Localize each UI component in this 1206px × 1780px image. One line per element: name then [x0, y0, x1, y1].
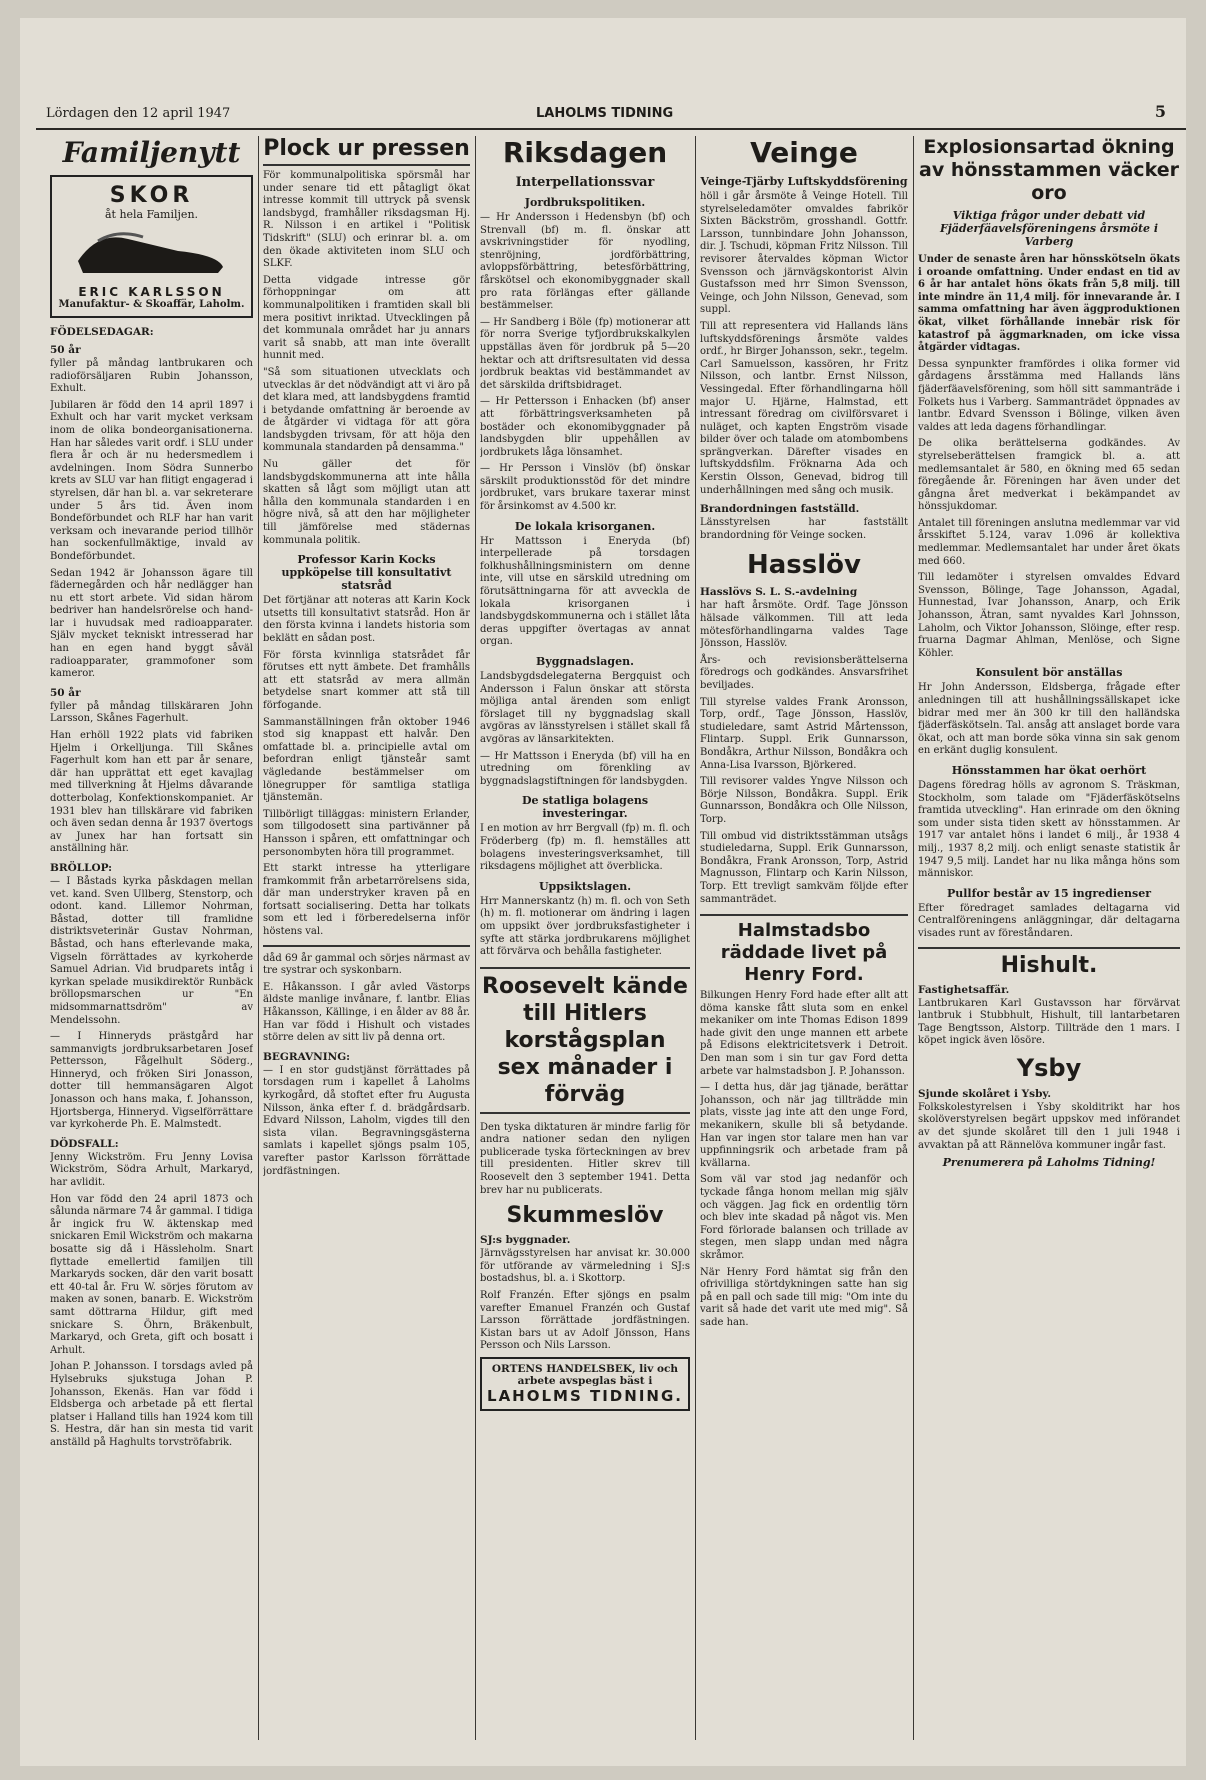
article-paragraph: — Hr Pettersson i Enhacken (bf) anser att förbättringsverksamheten på bostäder och ekonomibyggnader på landsbygden blir uppehållen av jordbrukets låga lönsamhet.: [480, 396, 690, 458]
article-paragraph: dåd 69 år gammal och sörjes närmast av tre systrar och syskonbarn.: [263, 952, 470, 977]
article-subheading: Sjunde skolåret i Ysby.: [918, 1087, 1051, 1100]
article-paragraph: — I detta hus, där jag tjänade, berättar Johansson, och när jag tillträdde min plats, visste jag inte att den unge Ford, mekanikern, skulle bli så betydande. Han var ingen stor talare men han var uppfinningsrik och arbetade fram på kvällarna.: [700, 1082, 908, 1169]
article-subheading: Uppsiktslagen.: [538, 879, 632, 893]
column-plock-ur-pressen: [263, 136, 470, 1760]
column-veinge: [700, 136, 908, 1760]
article-subheading: Byggnadslagen.: [536, 655, 634, 668]
article-paragraph: Till ombud vid distriktsstämman utsågs studieledarna, Suppl. Erik Gunnarsson, Bondåkra, Frank Aronsson, Torp, Astrid Magnusson, Flintarp och Karin Nilsson, Torp. Ett trevligt samkväm följde efter sammanträdet.: [700, 830, 908, 905]
article-paragraph: har haft årsmöte. Ordf. Tage Jönsson hälsade välkommen. Till att leda mötesförhandlingarna valdes Tage Jönsson, Hasslöv.: [700, 600, 908, 650]
section-title: Ysby: [1016, 1053, 1082, 1082]
masthead: [36, 98, 1186, 130]
article-paragraph: — Hr Sandberg i Böle (fp) motionerar att för norra Sverige tyfjordbrukskalkylen uppställas även för jordbruk på 5—20 hektar och att driftsresultaten vid dessa jordbruk beaktas vid bestämmandet av det särskilda driftsbidraget.: [480, 316, 690, 391]
divider: [263, 945, 470, 947]
article-paragraph: Jubilaren är född den 14 april 1897 i Exhult och har varit mycket verksam inom de olika bondeorganisationerna. Han har således varit ordf. i SLU under flera år och är nu hedersmedlem i avdelningen. Inom Södra Sunnerbo krets av SLU var han flitigt engagerad i styrelsen, där han bl. a. var sekreterare under 5 års tid. Även inom Bondeförbundet och RLF har han varit verksam och inevarande period tillhör han sockenfullmäktige, invald av Bondeförbundet.: [50, 399, 253, 562]
article-paragraph: Jenny Wickström. Fru Jenny Lovisa Wickström, Södra Arhult, Markaryd, har avlidit.: [50, 1151, 253, 1189]
article-subheading: Konsulent bör anställas: [975, 666, 1123, 680]
page-number: 5: [1154, 102, 1166, 121]
article-paragraph: Dagens föredrag hölls av agronom S. Träskman, Stockholm, som talade om "Fjäderfäskötselns framtida utveckling". Han erinrade om den ökning som under sista tiden skett av hönsstammen. Ar 1917 var antalet höns i landet 6 milj., år 1938 4 milj., 1937 8,2 milj. och enligt senaste statistik år 1947 9,5 milj. Landet har nu lika många höns som människor.: [918, 779, 1180, 880]
article-paragraph: — Hr Mattsson i Eneryda (bf) vill ha en utredning om förenkling av byggnadslagstiftningen för landsbygden.: [480, 750, 690, 787]
column-familjenytt: [50, 136, 253, 1760]
article-subheading: Jordbrukspolitiken.: [524, 196, 646, 209]
section-title: Familjenytt: [62, 136, 241, 169]
weddings-heading: BRÖLLOP:: [50, 861, 113, 874]
article-paragraph: höll i går årsmöte å Veinge Hotell. Till styrelseledamöter omvaldes fabrikör Sixten Bäckström, grosshandl. Gottfr. Larsson, tunnbindare John Johansson, dir. J. Tschudi, köpman Fritz Nilsson. Till revisorer återvaldes köpman Wictor Svensson och järnvägskontorist Alvin Gustafsson med hrr Simon Svensson, Veinge, och John Nilsson, Genevad, som suppl.: [700, 191, 908, 316]
birthdays-heading: FÖDELSEDAGAR:: [50, 326, 154, 338]
article-paragraph: Folkskolestyrelsen i Ysby skolditrikt har hos skolöverstyrelsen begärt uppskov med införandet av det sjunde skolåret till den 1 juli 1948 i avvaktan på att Rännelöva kommuner ingår fast.: [918, 1101, 1180, 1151]
article-subheading: Hasslövs S. L. S.-avdelning: [700, 586, 858, 599]
ad-text: ORTENS HANDELSBEK, liv och arbete avspeglas bäst i: [491, 1363, 679, 1387]
article-subheading: Pullfor består av 15 ingredienser: [946, 886, 1152, 900]
article-subheading: De lokala krisorganen.: [514, 519, 656, 533]
subscription-promo: Prenumerera på Laholms Tidning!: [942, 1156, 1156, 1170]
article-paragraph: E. Håkansson. I går avled Västorps äldste manlige invånare, f. lantbr. Elias Håkansson, Källinge, i en ålder av 88 år. Han var född i Hishult och vistades större delen av sitt liv på denna ort.: [263, 981, 470, 1044]
ad-paper-name: LAHOLMS TIDNING.: [487, 1387, 683, 1405]
article-paragraph: — I en stor gudstjänst förrättades på torsdagen rum i kapellet å Laholms kyrkogård, då stoftet efter fru Augusta Nilsson, änka efter f. d. brädgårdsarb. Edvard Nilsson, Laholm, vigdes till den sista vilan. Begravningsgästerna samlats i kapellet sjöngs psalm 105, varefter pastor Karlsson förrättade jordfästningen.: [263, 1064, 470, 1177]
age-label: 50 år: [50, 686, 81, 699]
article-paragraph: Till ledamöter i styrelsen omvaldes Edvard Svensson, Bölinge, Tage Johansson, Agadal, Hunnestad, Ivar Johansson, Anarp, och Erik Johansson, Ätran, samt nyvaldes Karl Johnsson, Laholm, och Viktor Johansson, Slöinge, efter resp. fruarna Dagmar Ahlman, Menlöse, och Signe Köhler.: [918, 572, 1180, 659]
article-headline: Roosevelt kände till Hitlers korstågsplan sex månader i förväg: [480, 967, 690, 1114]
article-paragraph: Hr Mattsson i Eneryda (bf) interpellerade på torsdagen folkhushållningsministern om denne inte, vill utse en särskild utredning om förutsättningarna för att avveckla de lokala krisorganen i landsbygdskommunerna och i stället låta deras uppgifter övertagas av annat organ.: [480, 535, 690, 648]
article-paragraph: Johan P. Johansson. I torsdags avled på Hylsebruks sjukstuga Johan P. Johansson, Ekenäs. Han var född i Eldsberga och arbetade på ett flertal platser i Halland tills han 1924 kom till S. Hestra, där han sin mesta tid varit anställd på Haghults torvströfabrik.: [50, 1361, 253, 1448]
article-paragraph: Till styrelse valdes Frank Aronsson, Torp, ordf., Tage Jönsson, Hasslöv, studieledare, samt Astrid Mårtensson, Flintarp. Suppl. Erik Gunnarsson, Bondåkra, Arthur Nilsson, Bondåkra och Anna-Lisa Ivarsson, Björkered.: [700, 696, 908, 771]
article-paragraph: — I Båstads kyrka påskdagen mellan vet. kand. Sven Ullberg, Stenstorp, och odont. kand. Lillemor Nohrman, Båstad, dotter till framlidne distriktsveterinär Gustav Nohrman, Båstad, och hans efterlevande maka, Vigseln förrättades av kyrkoherde Samuel Adrian. Vid brudparets intåg i kyrkan spelade musikdirektör Runbäck bröllopsmarschen ur "En midsommarnattsdröm" av Mendelssohn.: [50, 875, 253, 1026]
article-paragraph: — I Hinneryds prästgård har sammanvigts jordbruksarbetaren Josef Pettersson, Fågelhult Söderg., Hinneryd, och fröken Siri Jonasson, dotter till hemmansägaren Algot Jonasson och hans maka, f. Johansson, Hjortsberga, Hinneryd. Vigselförrättare var kyrkoherde Ph. E. Malmstedt.: [50, 1031, 253, 1131]
article-subheading: Veinge-Tjärby Luftskyddsförening: [700, 175, 908, 188]
article-paragraph: Som väl var stod jag nedanför och tyckade fånga honom mellan mig själv och väggen. Jag fick en ordentlig törn och blev inte skadad på något vis. Men Ford förlorade balansen och trillade av stegen, men slapp undan med några skråmor.: [700, 1174, 908, 1261]
article-headline: Explosionsartad ökning av hönsstammen väcker oro: [919, 136, 1179, 204]
age-label: 50 år: [50, 344, 81, 356]
article-subheading: De statliga bolagens investeringar.: [521, 794, 649, 821]
section-title: Hishult.: [918, 947, 1180, 978]
article-paragraph: Till revisorer valdes Yngve Nilsson och Börje Nilsson, Bondåkra. Suppl. Erik Gunnarsson, Bondåkra och Olle Nilsson, Torp.: [700, 776, 908, 825]
article-paragraph: Sedan 1942 är Johansson ägare till fädernegården och hår nedlägger han nu ett stort arbete. Vid sidan härom bedriver han handelsrörelse och handlar i huvudsak med radioapparater. Själv mycket tekniskt intresserad har han en egen hand byggt såväl radioapparater, grammofoner som kameror.: [50, 567, 253, 680]
article-paragraph: Hon var född den 24 april 1873 och sålunda närmare 74 år gammal. I tidiga år ingick fru W. äktenskap med snickaren Emil Wickström och makarna bosatte sig då i Hässleholm. Snart flyttade emellertid familjen till Markaryds socken, där den varit bosatt ett 40-tal år. Fru W. sörjes förutom av maken av sonen, banarb. E. Wickström samt döttrarna Hildur, gift med snickare S. Öhrn, Bräkenbult, Markaryd, och Greta, gift och bosatt i Arhult.: [50, 1193, 253, 1356]
article-paragraph: — Hr Andersson i Hedensbyn (bf) och Strenvall (bf) m. fl. önskar att avskrivningstider för nyodling, stenröjning, jordförbättring, avloppsförbättring, betesförbättring, fårskötsel och ekonomibyggnader skall pro rata förlängas efter gällande bestämmelser.: [480, 212, 690, 312]
column-rule: [695, 136, 696, 1740]
article-paragraph: Länsstyrelsen har fastställt brandordning för Veinge socken.: [700, 517, 908, 541]
article-paragraph: Den tyska diktaturen är mindre farlig för andra nationer sedan den nyligen publicerade tyska förteckningen av brev till presidenten. Hitler skrev till Roosevelt den 3 september 1941. Detta brev har nu publicerats.: [480, 1121, 690, 1196]
article-paragraph: Dessa synpunkter framfördes i olika former vid gårdagens årsstämma med Hallands läns fjäderfäavelsförening, som höll sitt sammanträde i Folkets hus i Varberg. Sammanträdet öppnades av lantbr. Edvard Svensson i Bölinge, vilken även valdes att leda dagens förhandlingar.: [918, 358, 1180, 433]
section-title: Veinge: [750, 136, 858, 169]
article-paragraph: Hrr Mannerskantz (h) m. fl. och von Seth (h) m. fl. motionerar om ändring i lagen om uppsikt över jordbruksfastigheter i syfte att stärka jordbrukarens möjlighet att förvärva och behålla fastigheter.: [480, 895, 690, 958]
article-paragraph: I en motion av hrr Bergvall (fp) m. fl. och Fröderberg (fp) m. fl. hemställes att bolagens investeringsverksamhet, till riksdagens möjlighet att överblicka.: [480, 823, 690, 873]
article-subheading: SJ:s byggnader.: [480, 1234, 571, 1247]
ad-brand: SKOR: [109, 183, 194, 208]
deaths-heading: DÖDSFALL:: [50, 1137, 119, 1150]
article-paragraph: För kommunalpolitiska spörsmål har under senare tid ett påtagligt ökat intresse kommit till uttryck på svensk landsbygd, framhåller riksdagsman Hj. R. Nilsson i en artikel i "Politisk Tidskrift" (SLU) och erinrar bl. a. om den ökade aktiviteten inom SLU och SLKF.: [263, 170, 470, 270]
article-paragraph: — Hr Persson i Vinslöv (bf) önskar särskilt produktionsstöd för det mindre jordbruket, vars brukare taxerar minst för årsinkomst av 4.500 kr.: [480, 463, 690, 513]
article-paragraph: Bilkungen Henry Ford hade efter allt att döma kanske fått sluta som en enkel mekaniker om inte Thomas Edison 1899 hade givit den unge mannen ett arbete på Edisons elektricitetsverk i Detroit. Den man som i sin tur gav Ford detta arbete var halmstadsbon J. P. Johansson.: [700, 990, 908, 1077]
article-paragraph: Lantbrukaren Karl Gustavsson har förvärvat lantbruk i Stubbhult, Hishult, till lantarbetaren Tage Bengtsson, Alstorp. Tillträde den 1 mars. I köpet ingick även lösöre.: [918, 997, 1180, 1047]
shoe-icon: [58, 221, 243, 281]
ad-company: ERIC KARLSSON: [78, 285, 225, 299]
article-headline: Halmstadsbo räddade livet på Henry Ford.: [700, 914, 908, 986]
article-paragraph: Antalet till föreningen anslutna medlemmar var vid årsskiftet 5.124, varav 1.096 är kollektiva medlemmar. Medlemsantalet har under året ökats med 660.: [918, 517, 1180, 567]
article-paragraph: Rolf Franzén. Efter sjöngs en psalm varefter Emanuel Franzén och Gustaf Larsson förrättade jordfästningen. Kistan bars ut av Adolf Jönsson, Hans Persson och Nils Larsson.: [480, 1290, 690, 1352]
article-paragraph: Landsbygdsdelegaterna Bergquist och Andersson i Falun önskar att största möjliga antal ärenden som enligt förslaget till ny byggnadslag skall avgöras av länsstyrelsen i stället skall få avgöras av länsarkitekten.: [480, 671, 690, 745]
subscription-advertisement: [480, 1357, 690, 1411]
article-paragraph: Sammanställningen från oktober 1946 stod sig knappast ett halvår. Den omfattade bl. a. principielle avtal om befordran enligt tjänsteår samt vägledande bestämmelser om lönegrupper för samtliga statliga tjänstemän.: [263, 716, 470, 804]
shoe-advertisement: [50, 175, 253, 318]
section-title: Hasslöv: [747, 550, 861, 581]
article-lead: Under de senaste åren har hönsskötseln ökats i oroande omfattning. Under endast en tid av 6 år har antalet höns ökats från 5,8 milj. till inte mindre än 11,4 milj. för innevarande år. I samma omfattning har även äggproduktionen ökat, vilket förhållande innebär risk för katastrof på äggmarknaden, om icke vissa åtgärder vidtagas.: [918, 254, 1180, 354]
article-paragraph: Efter föredraget samlades deltagarna vid Centralföreningens anläggningar, där deltagarna visades runt av föreståndaren.: [918, 902, 1180, 939]
column-rule: [475, 136, 476, 1740]
article-paragraph: Han erhöll 1922 plats vid fabriken Hjelm i Orkelljunga. Till Skånes Fagerhult kom han ett par år senare, där han upprättat ett eget kavajlag med tillverkning åt Hjelms dåvarande dotterbolag, Konfektionskompaniet. Ar 1931 blev han tillskärare vid fabriken och även sedan denna år 1937 övertogs av Junex har han fortsatt sin anställning här.: [50, 730, 253, 855]
article-subheading: Hönsstammen har ökat oerhört: [951, 763, 1147, 777]
article-paragraph: Det förtjänar att noteras att Karin Kock utsetts till konsultativt statsråd. Hon är den första kvinna i landets historia som beklätt en sådan post.: [263, 595, 470, 644]
article-paragraph: "Så som situationen utvecklats och utvecklas är det nödvändigt att vi äro på det klara med, att landsbygdens framtid i betydande omfattning är beroende av de åtgärder vi vidtaga för att göra landsbygden trivsam, för att höja den kommunala standarden på densamma.": [263, 366, 470, 454]
article-paragraph: För första kvinnliga statsrådet får förutses ett nytt ämbete. Det framhålls att ett statsråd av mera allmän betydelse snart kommer att stå till förfogande.: [263, 649, 470, 711]
column-riksdagen: [480, 136, 690, 1760]
article-paragraph: Detta vidgade intresse gör förhoppningar om att kommunalpolitiken i framtiden skall bli mera positivt inriktad. Utvecklingen på det kommunala området har ju annars varit så snabb, att man inte överallt hunnit med.: [263, 274, 470, 362]
article-subheading: Interpellationssvar: [515, 175, 655, 190]
article-paragraph: Nu gäller det för landsbygdskommunerna att inte hålla skatten så lågt som möjligt utan att hålla den kommunala standarden i en högre nivå, så att den har möjligheter till jämförelse med städernas kommunala politik.: [263, 459, 470, 546]
column-rule: [913, 136, 914, 1740]
masthead-paper: LAHOLMS TIDNING: [536, 106, 674, 121]
article-paragraph: Till att representera vid Hallands läns luftskyddsförenings årsmöte valdes ordf., hr Birger Johansson, sekr., tegelm. Carl Samuelsson, kassören, hr Fritz Nilsson, och lantbr. Ernst Nilsson, Vessingedal. Efter förhandlingarna höll major U. Hjärne, Halmstad, ett intressant föredrag om civilförsvaret i nuläget, och kapten Engström visade bilder över och talade om atombombens sprängverkan. Därefter visades en luftskyddsfilm. Fröknarna Ada och Kerstin Olsson, Genevad, bidrog till underhållningen med sång och musik.: [700, 320, 908, 496]
article-paragraph: Års- och revisionsberättelserna föredrogs och godkändes. Ansvarsfrihet beviljades.: [700, 654, 908, 691]
section-title: Riksdagen: [502, 136, 668, 169]
article-paragraph: Hr John Andersson, Eldsberga, frågade efter anledningen till att hushållningssällskapet icke bidrar med mer än 300 kr till den halländska fjäderfäskötseln. Tal. ansåg att anslaget borde vara ökat, och att man borde söka vinna sin sak genom en erkänt duglig konsulent.: [918, 682, 1180, 757]
article-paragraph: När Henry Ford hämtat sig från den ofrivilliga störtdykningen satte han sig på en pall och sade till mig: "Om inte du varit så hade det varit ute med mig". Så sade han.: [700, 1266, 908, 1328]
article-subheading: Brandordningen fastställd.: [700, 503, 860, 516]
section-title: Skummeslöv: [506, 1203, 664, 1229]
masthead-date: Lördagen den 12 april 1947: [46, 106, 231, 121]
article-subheading: Professor Karin Kocks uppköpelse till konsultativt statsråd: [281, 553, 452, 593]
article-paragraph: De olika berättelserna godkändes. Av styrelseberättelsen framgick bl. a. att medlemsantalet är 580, en ökning med 65 sedan föregående år. Föreningen har även under det gångna året medverkat i bekämpandet av hönssjukdomar.: [918, 438, 1180, 513]
article-deck: Viktiga frågor under debatt vid Fjäderfäavelsföreningens årsmöte i Varberg: [939, 209, 1159, 248]
article-subheading: Fastighetsaffär.: [918, 983, 1010, 996]
column-right: [918, 136, 1180, 1760]
burials-heading: BEGRAVNING:: [263, 1050, 351, 1063]
article-paragraph: fyller på måndag tillskäraren John Larsson, Skånes Fagerhult.: [50, 700, 253, 725]
article-paragraph: Järnvägsstyrelsen har anvisat kr. 30.000 för utförande av värmeledning i SJ:s bostadshus, bl. a. i Skottorp.: [480, 1248, 690, 1285]
column-rule: [258, 136, 259, 1740]
article-paragraph: fyller på måndag lantbrukaren och radioförsäljaren Rubin Johansson, Exhult.: [50, 358, 253, 395]
article-paragraph: Ett starkt intresse ha ytterligare framkommit från arbetarrörelsens sida, där man understryker kraven på en fortsatt socialisering. Detta har tolkats som ett led i förberedelserna inför höstens val.: [263, 863, 470, 938]
section-title: Plock ur pressen: [263, 136, 470, 166]
ad-company-address: Manufaktur- & Skoaffär, Laholm.: [58, 299, 245, 310]
article-paragraph: Tillbörligt tilläggas: ministern Erlander, som tillgodosett sina partivänner på Hansson i spåren, ett omfattningar och personombyten höra till programmet.: [263, 808, 470, 858]
ad-tagline: åt hela Familjen.: [104, 208, 199, 221]
